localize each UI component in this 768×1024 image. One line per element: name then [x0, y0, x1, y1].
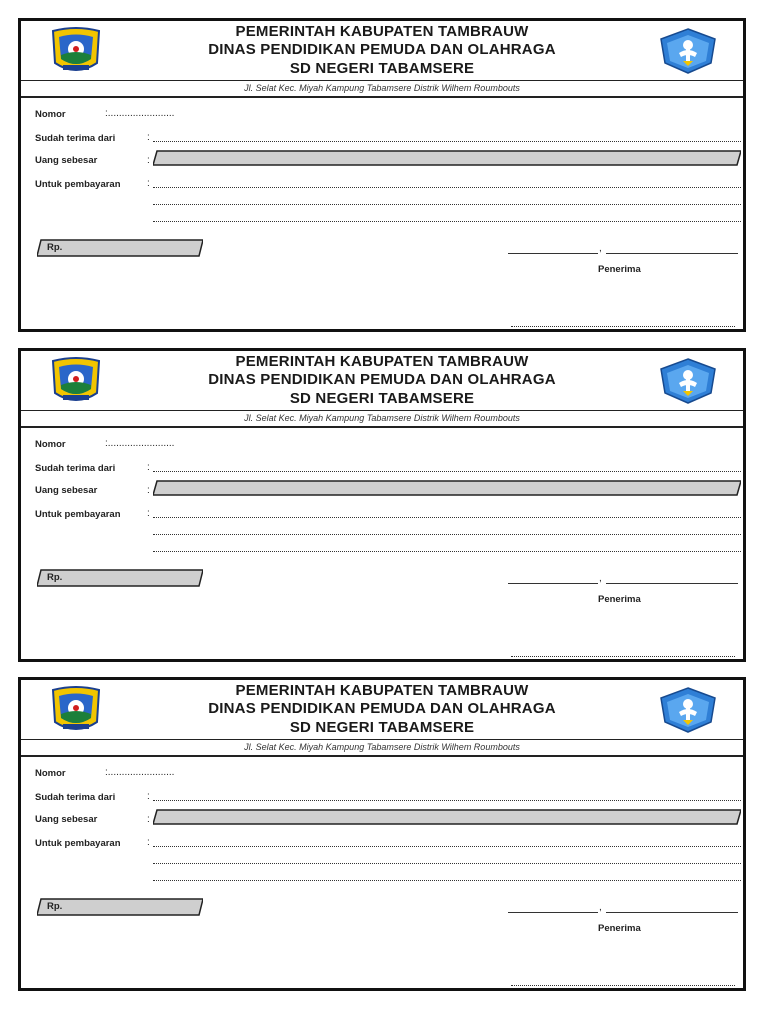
tut-wuri-handayani-icon: [657, 686, 719, 734]
untuk-pembayaran-label: Untuk pembayaran: [35, 179, 121, 190]
penerima-signature-field[interactable]: [511, 985, 735, 986]
nomor-label: Nomor: [35, 109, 66, 120]
date-field[interactable]: [606, 912, 738, 913]
header-title-government: PEMERINTAH KABUPATEN TAMBRAUW: [235, 23, 529, 40]
date-field[interactable]: [606, 253, 738, 254]
sudah-terima-dari-field[interactable]: [153, 471, 741, 472]
tut-wuri-handayani-icon: [657, 27, 719, 75]
uang-sebesar-field[interactable]: [153, 809, 741, 825]
place-field[interactable]: [508, 912, 598, 913]
penerima-signature-field[interactable]: [511, 656, 735, 657]
colon: :: [147, 178, 150, 189]
penerima-label: Penerima: [598, 594, 641, 605]
untuk-pembayaran-field-line-3[interactable]: [153, 551, 741, 552]
date-field[interactable]: [606, 583, 738, 584]
receipt-header: [21, 680, 743, 740]
nomor-value: :........................: [105, 438, 175, 449]
untuk-pembayaran-label: Untuk pembayaran: [35, 838, 121, 849]
untuk-pembayaran-field-line-1[interactable]: [153, 846, 741, 847]
nomor-value: :........................: [105, 108, 175, 119]
uang-sebesar-field[interactable]: [153, 150, 741, 166]
receipt-1: [18, 18, 746, 332]
header-title-department: DINAS PENDIDIKAN PEMUDA DAN OLAHRAGA: [208, 41, 556, 58]
header-title-department: DINAS PENDIDIKAN PEMUDA DAN OLAHRAGA: [208, 371, 556, 388]
header-title-department: DINAS PENDIDIKAN PEMUDA DAN OLAHRAGA: [208, 700, 556, 717]
colon: :: [147, 508, 150, 519]
colon: :: [147, 814, 150, 825]
header-divider: [21, 80, 743, 81]
sudah-terima-dari-label: Sudah terima dari: [35, 792, 116, 803]
untuk-pembayaran-field-line-2[interactable]: [153, 863, 741, 864]
rp-label: Rp.: [47, 572, 63, 583]
date-separator: ,: [599, 243, 602, 254]
nomor-label: Nomor: [35, 768, 66, 779]
uang-sebesar-field[interactable]: [153, 480, 741, 496]
receipt-header: [21, 351, 743, 411]
sudah-terima-dari-label: Sudah terima dari: [35, 133, 116, 144]
untuk-pembayaran-field-line-1[interactable]: [153, 517, 741, 518]
sudah-terima-dari-field[interactable]: [153, 141, 741, 142]
untuk-pembayaran-field-line-3[interactable]: [153, 221, 741, 222]
uang-sebesar-label: Uang sebesar: [35, 814, 98, 825]
colon: :: [147, 485, 150, 496]
colon: :: [147, 791, 150, 802]
sudah-terima-dari-field[interactable]: [153, 800, 741, 801]
header-divider: [21, 410, 743, 411]
receipt-header: [21, 21, 743, 81]
untuk-pembayaran-field-line-2[interactable]: [153, 204, 741, 205]
untuk-pembayaran-field-line-2[interactable]: [153, 534, 741, 535]
school-address: Jl. Selat Kec. Miyah Kampung Tabamsere Distrik Wilhem Roumbouts: [244, 413, 520, 423]
place-field[interactable]: [508, 253, 598, 254]
address-divider: [21, 755, 743, 757]
header-title-school: SD NEGERI TABAMSERE: [289, 719, 475, 736]
tut-wuri-handayani-icon: [657, 357, 719, 405]
header-title-school: SD NEGERI TABAMSERE: [289, 60, 475, 77]
untuk-pembayaran-field-line-3[interactable]: [153, 880, 741, 881]
school-address: Jl. Selat Kec. Miyah Kampung Tabamsere Distrik Wilhem Roumbouts: [244, 742, 520, 752]
header-title-government: PEMERINTAH KABUPATEN TAMBRAUW: [235, 353, 529, 370]
header-title-government: PEMERINTAH KABUPATEN TAMBRAUW: [235, 682, 529, 699]
untuk-pembayaran-field-line-1[interactable]: [153, 187, 741, 188]
nomor-value: :........................: [105, 767, 175, 778]
nomor-label: Nomor: [35, 439, 66, 450]
date-separator: ,: [599, 902, 602, 913]
date-separator: ,: [599, 573, 602, 584]
school-address: Jl. Selat Kec. Miyah Kampung Tabamsere Distrik Wilhem Roumbouts: [244, 83, 520, 93]
colon: :: [147, 132, 150, 143]
colon: :: [147, 837, 150, 848]
sudah-terima-dari-label: Sudah terima dari: [35, 463, 116, 474]
receipt-2: [18, 348, 746, 662]
address-divider: [21, 426, 743, 428]
rp-label: Rp.: [47, 242, 63, 253]
penerima-signature-field[interactable]: [511, 326, 735, 327]
colon: :: [147, 462, 150, 473]
penerima-label: Penerima: [598, 264, 641, 275]
penerima-label: Penerima: [598, 923, 641, 934]
header-divider: [21, 739, 743, 740]
untuk-pembayaran-label: Untuk pembayaran: [35, 509, 121, 520]
uang-sebesar-label: Uang sebesar: [35, 485, 98, 496]
address-divider: [21, 96, 743, 98]
place-field[interactable]: [508, 583, 598, 584]
receipt-3: [18, 677, 746, 991]
rp-label: Rp.: [47, 901, 63, 912]
uang-sebesar-label: Uang sebesar: [35, 155, 98, 166]
colon: :: [147, 155, 150, 166]
header-title-school: SD NEGERI TABAMSERE: [289, 390, 475, 407]
